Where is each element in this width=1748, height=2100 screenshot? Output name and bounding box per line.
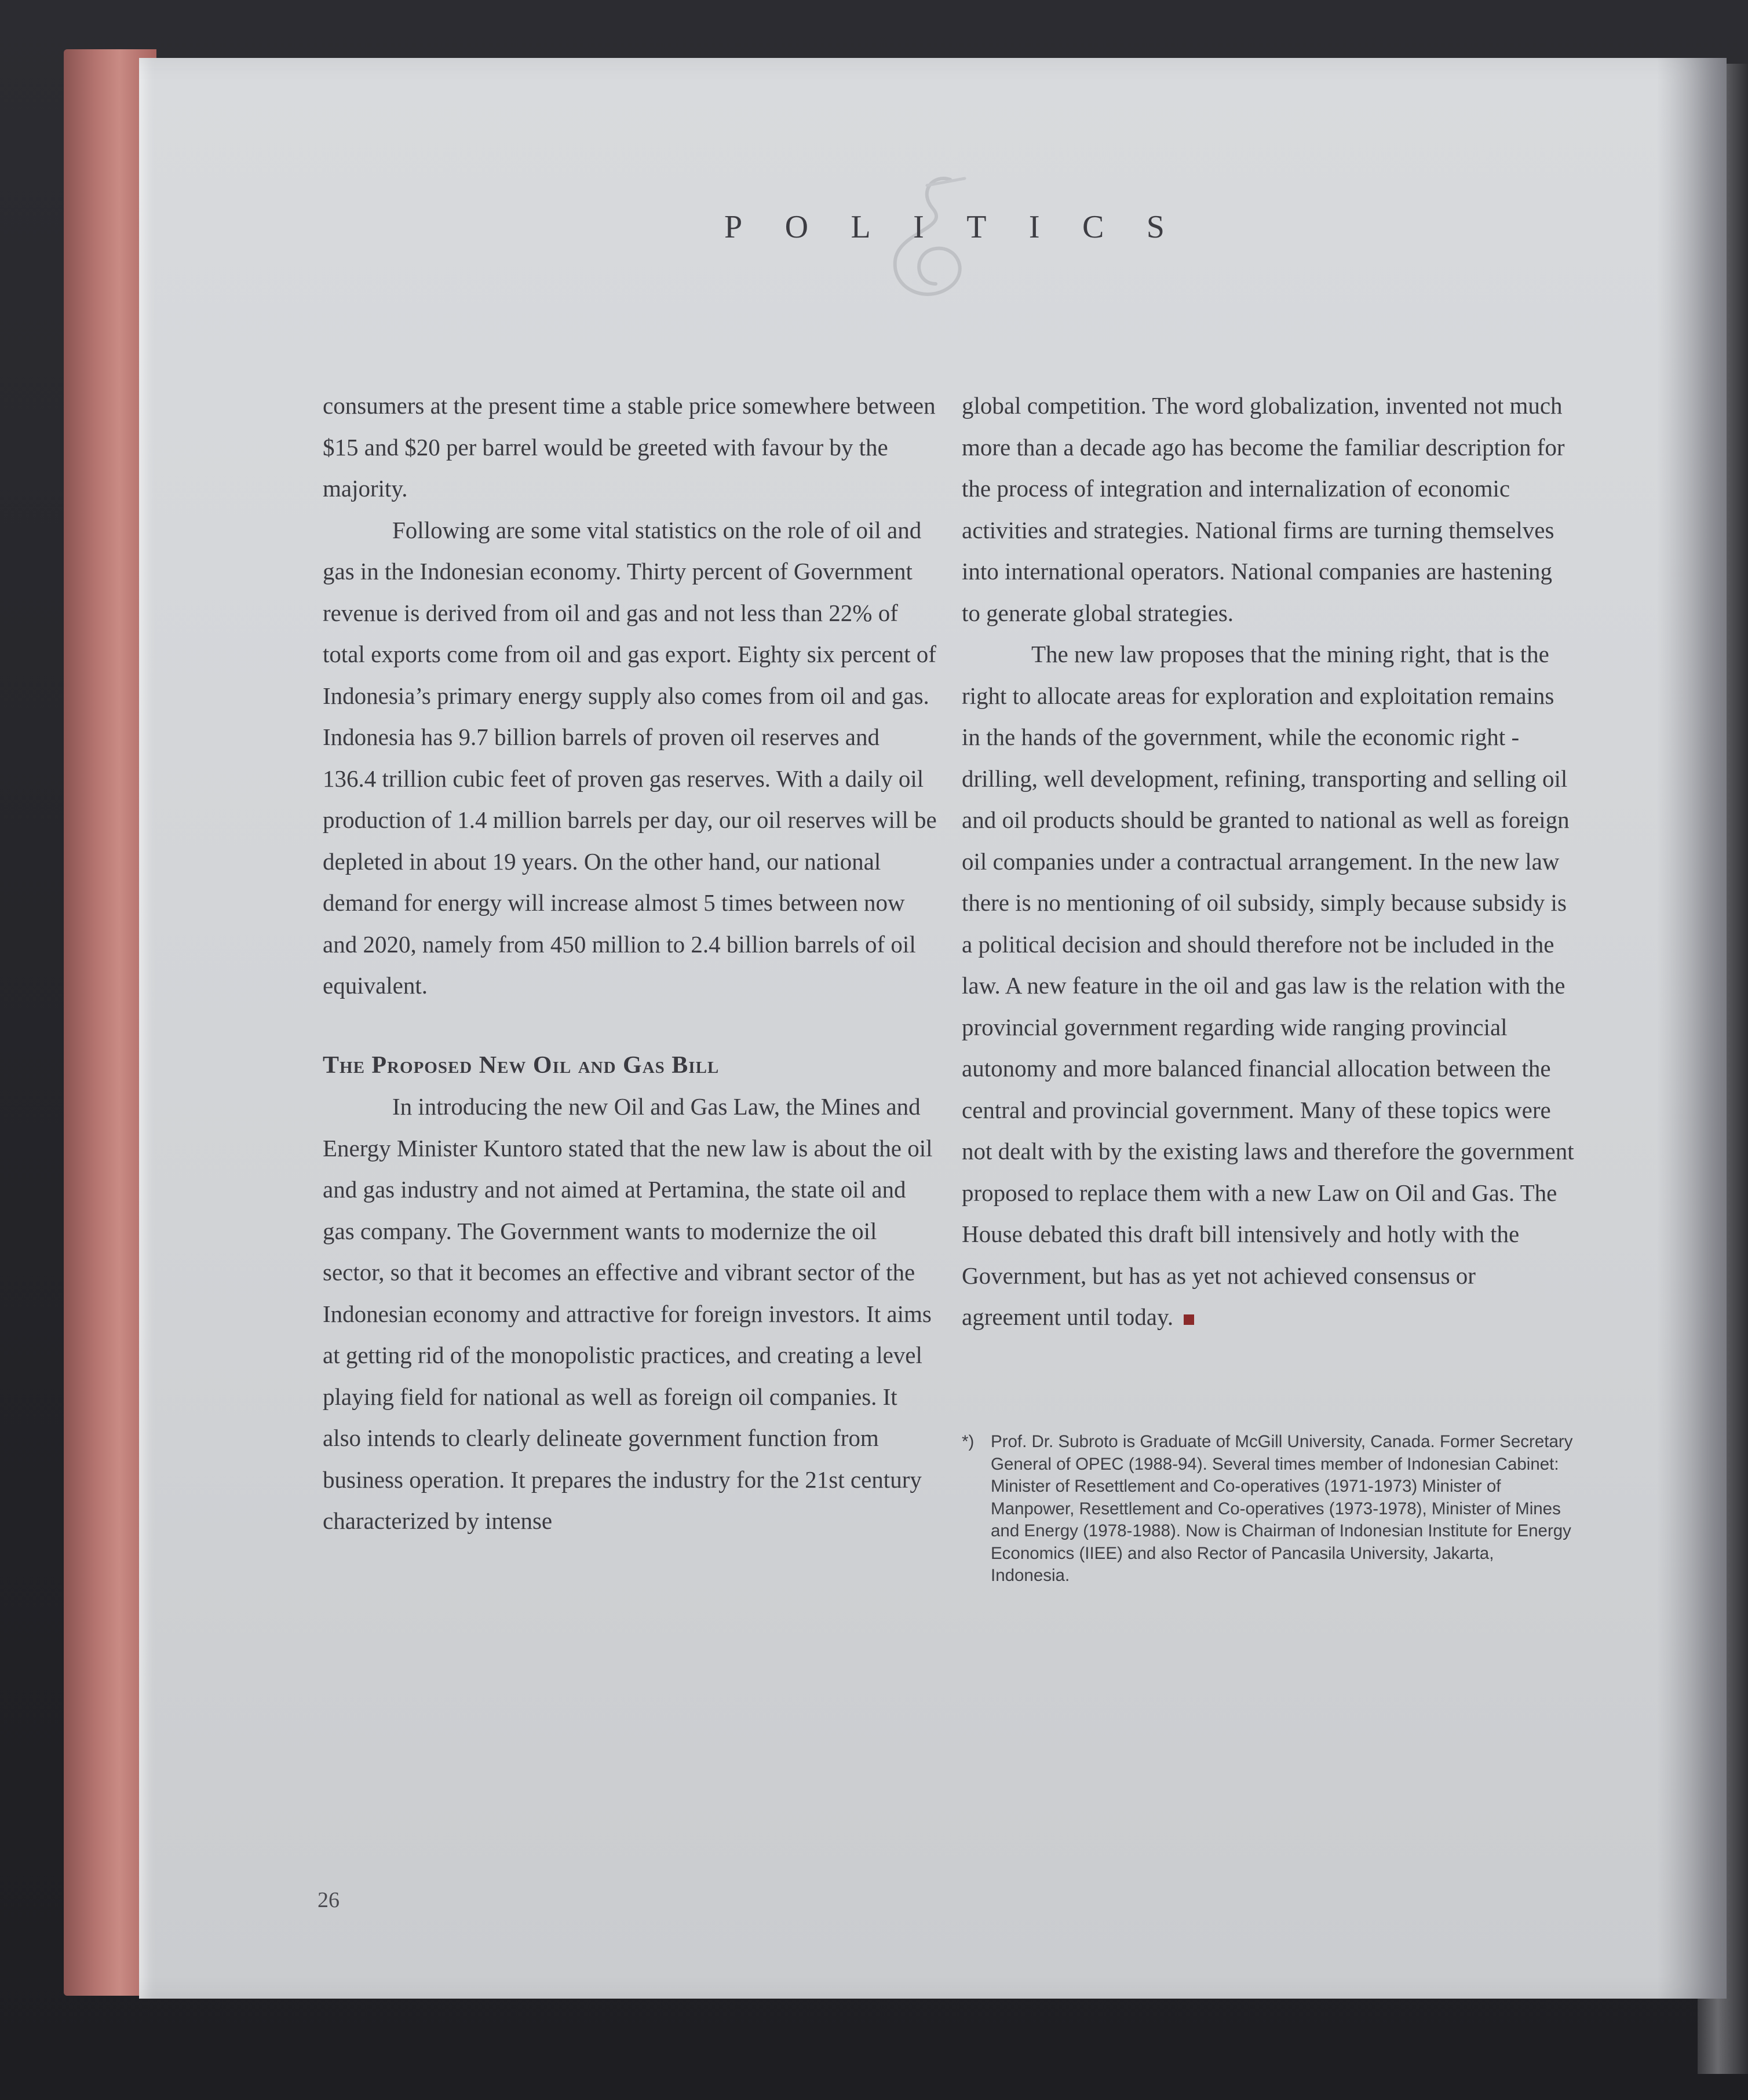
running-head-letter: O <box>784 209 809 245</box>
running-head-letter: S <box>1146 209 1165 245</box>
running-head-letter: T <box>966 209 987 245</box>
section-heading: The Proposed New Oil and Gas Bill <box>323 1051 720 1079</box>
gutter-shadow <box>1657 58 1727 1999</box>
running-head-letter: P <box>724 209 743 245</box>
right-column <box>962 385 1576 1338</box>
paragraph: Following are some vital statistics on the role of oil and gas in the Indonesian economy. Thirty percent of Government revenue is derived from oil and gas and not less than 22% of total exports come from oil and gas export. Eighty six percent of Indonesia’s primary energy supply also comes from oil and gas. Indonesia has 9.7 billion barrels of proven oil reserves and 136.4 trillion cubic feet of proven gas reserves. With a daily oil production of 1.4 million barrels per day, our oil reserves will be depleted in about 19 years. On the other hand, our national demand for energy will increase almost 5 times between now and 2020, namely from 450 million to 2.4 billion barrels of oil equivalent. <box>323 516 937 999</box>
running-head <box>724 209 1165 246</box>
paragraph: global competition. The word globalization, invented not much more than a decade ago has become the familiar description for the process of integration and internalization of economic activities and strategies. National firms are turning themselves into international operators. National companies are hastening to generate global strategies. <box>962 392 1565 626</box>
left-column <box>323 385 937 1542</box>
paragraph: consumers at the present time a stable price somewhere between $15 and $20 per barrel would be greeted with favour by the majority. <box>323 392 936 502</box>
running-head-letter: L <box>851 209 871 245</box>
paragraph: In introducing the new Oil and Gas Law, the Mines and Energy Minister Kuntoro stated that the new law is about the oil and gas industry and not aimed at Pertamina, the state oil and gas company. The Government wants to modernize the oil sector, so that it becomes an effective and vibrant sector of the Indonesian economy and attractive for foreign investors. It aims at getting rid of the monopolistic practices, and creating a level playing field for national as well as foreign oil companies. It also intends to clearly delineate government function from business operation. It prepares the industry for the 21st century characterized by intense <box>323 1093 933 1534</box>
page-number: 26 <box>318 1888 340 1912</box>
running-head-letter: C <box>1082 209 1104 245</box>
footnote <box>962 1431 1576 1587</box>
square-end-mark-icon <box>1184 1314 1194 1325</box>
paragraph <box>962 634 1576 1338</box>
paragraph-text: The new law proposes that the mining right, that is the right to allocate areas for exploration and exploitation remains in the hands of the government, while the economic right - drilling, well development, refining, transporting and selling oil and oil products should be granted to national as well as foreign oil companies under a contractual arrangement. In the new law there is no mentioning of oil subsidy, simply because subsidy is a political decision and should therefore not be included in the law. A new feature in the oil and gas law is the relation with the provincial government regarding wide ranging provincial autonomy and more balanced financial allocation between the central and provincial government. Many of these topics were not dealt with by the existing laws and therefore the government proposed to replace them with a new Law on Oil and Gas. The House debated this draft bill intensively and hotly with the Government, but has as yet not achieved consensus or agreement until today. <box>962 641 1574 1330</box>
running-head-letter: I <box>1028 209 1040 245</box>
footnote-text: Prof. Dr. Subroto is Graduate of McGill University, Canada. Former Secretary General of OPEC (1988-94). Several times member of Indonesian Cabinet: Minister of Resettlement and Co-operatives (1971-1973) Minister of Manpower, Resettlement and Co-operatives (1973-1978), Minister of Mines and Energy (1978-1988). Now is Chairman of Indonesian Institute for Energy Economics (IIEE) and also Rector of Pancasila University, Jakarta, Indonesia. <box>991 1432 1573 1585</box>
footnote-marker: *) <box>962 1432 975 1451</box>
running-head-letter: I <box>913 209 924 245</box>
